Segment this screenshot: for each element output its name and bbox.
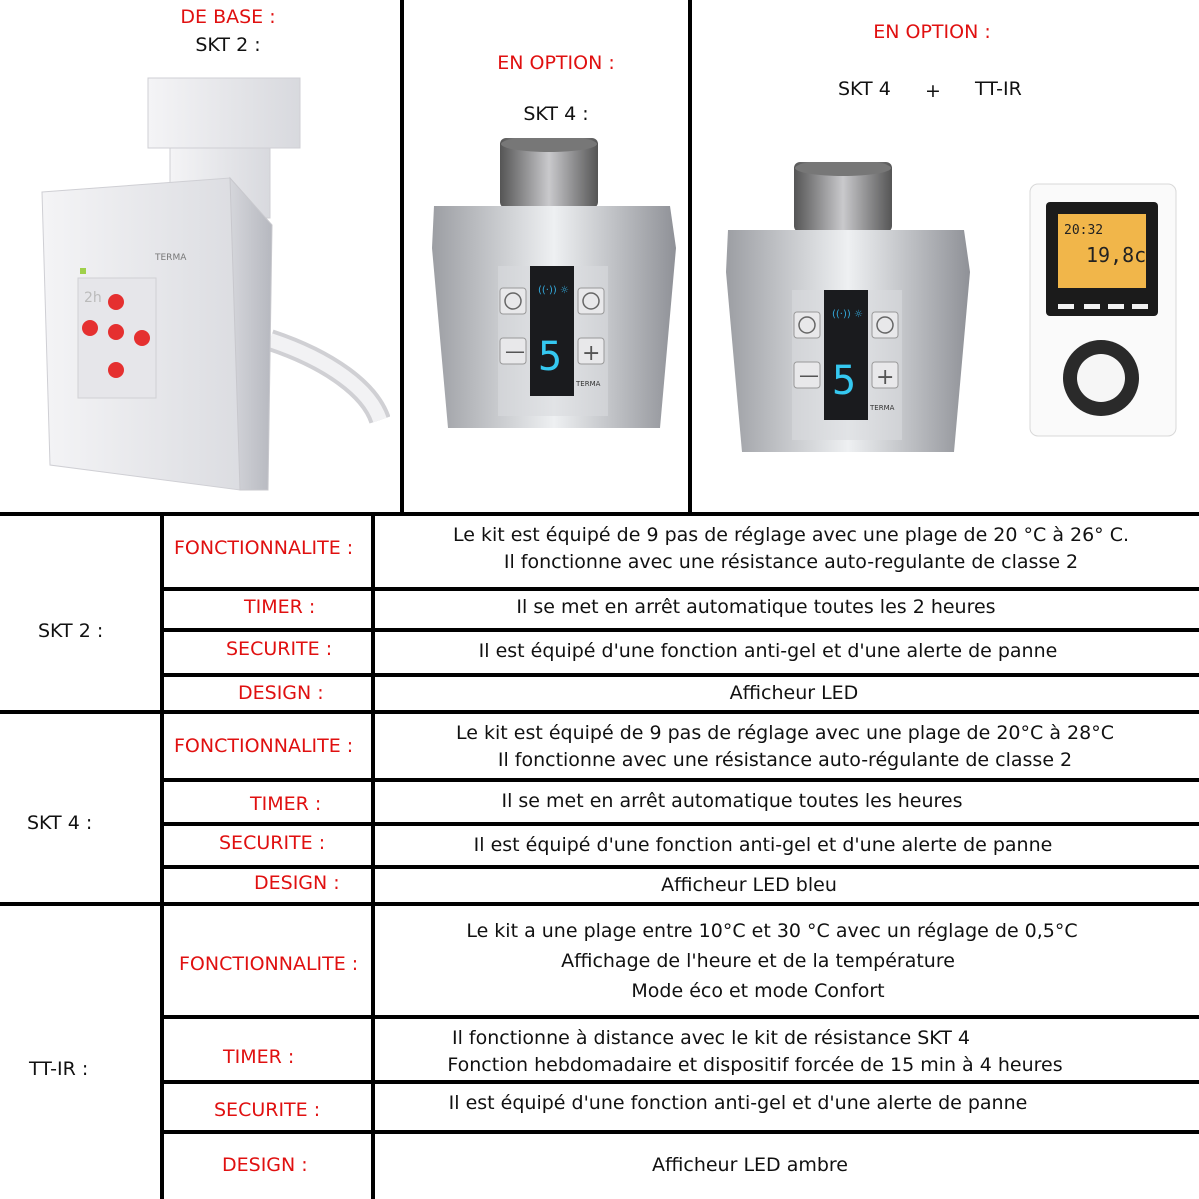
skt4-brand-2: TERMA	[870, 404, 895, 412]
row-text: Le kit est équipé de 9 pas de réglage avec une plage de 20°C à 28°C Il fonctionne avec une résistance auto-régulante de classe 2	[456, 722, 1114, 771]
row-line	[160, 822, 1199, 826]
col1-title: DE BASE :	[180, 6, 276, 28]
skt4-display: 5	[538, 334, 563, 380]
row-line	[160, 587, 1199, 591]
row-line	[160, 673, 1199, 677]
col3-plus: +	[925, 80, 941, 102]
group-divider-1	[0, 710, 1199, 714]
label-design: DESIGN :	[222, 1154, 308, 1176]
table-col-line-2	[371, 512, 375, 1199]
skt2-heater-image	[30, 70, 390, 510]
skt4-brand: TERMA	[576, 380, 601, 388]
label-securite: SECURITE :	[219, 832, 326, 854]
table-top-line	[0, 512, 1199, 516]
svg-text:((·)) ☼: ((·)) ☼	[538, 285, 569, 296]
header-divider-1	[400, 0, 404, 512]
row-line	[160, 628, 1199, 632]
label-securite: SECURITE :	[226, 638, 333, 660]
row-text: Afficheur LED ambre	[652, 1154, 848, 1176]
row-text: Il se met en arrêt automatique toutes les 2 heures	[516, 596, 996, 618]
skt4-minus-2: —	[799, 363, 819, 387]
row-line	[160, 1080, 1199, 1084]
label-design: DESIGN :	[238, 682, 324, 704]
skt2-brand: TERMA	[155, 253, 187, 263]
col2-product: SKT 4 :	[523, 103, 589, 125]
col3-product-b: TT-IR	[975, 78, 1022, 100]
row-text: Le kit a une plage entre 10°C et 30 °C avec un réglage de 0,5°C Affichage de l'heure et de la température Mode éco et mode Confort	[466, 920, 1078, 1002]
group-divider-2	[0, 902, 1199, 906]
row-line	[160, 1130, 1199, 1134]
label-timer: TIMER :	[244, 596, 316, 618]
ttir-remote-image	[1028, 182, 1180, 440]
group-name-ttir: TT-IR :	[29, 1058, 89, 1080]
label-securite: SECURITE :	[214, 1099, 321, 1121]
skt4-plus-2: +	[876, 365, 895, 390]
row-line	[160, 1015, 1199, 1019]
row-text: Afficheur LED bleu	[661, 874, 837, 896]
row-text: Il fonctionne à distance avec le kit de résistance SKT 4 Fonction hebdomadaire et dispositif forcée de 15 min à 4 heures	[447, 1027, 1063, 1076]
skt4-display-2: 5	[832, 358, 857, 404]
row-text: Il se met en arrêt automatique toutes les heures	[501, 790, 963, 812]
table-col-line-1	[160, 512, 164, 1199]
group-name-skt4: SKT 4 :	[27, 812, 93, 834]
header-divider-2	[688, 0, 692, 512]
col1-product: SKT 2 :	[195, 34, 261, 56]
label-fonctionnalite: FONCTIONNALITE :	[174, 537, 354, 559]
row-text: Il est équipé d'une fonction anti-gel et d'une alerte de panne	[473, 834, 1053, 856]
skt4-plus: +	[582, 341, 601, 366]
skt2-button-label: 2h	[84, 290, 102, 306]
skt4-minus: —	[505, 339, 525, 363]
svg-text:((·)) ☼: ((·)) ☼	[832, 309, 863, 320]
group-name-skt2: SKT 2 :	[38, 620, 104, 642]
label-fonctionnalite: FONCTIONNALITE :	[179, 953, 359, 975]
row-text: Afficheur LED	[729, 682, 859, 704]
col2-title: EN OPTION :	[497, 52, 615, 74]
ttir-temp: 19,8c	[1086, 243, 1147, 267]
row-line	[160, 865, 1199, 869]
ttir-time: 20:32	[1064, 223, 1104, 238]
row-text: Le kit est équipé de 9 pas de réglage avec une plage de 20 °C à 26° C. Il fonctionne avec une résistance auto-regulante de classe 2	[452, 524, 1130, 573]
label-fonctionnalite: FONCTIONNALITE :	[174, 735, 354, 757]
label-timer: TIMER :	[223, 1046, 295, 1068]
row-line	[160, 778, 1199, 782]
row-text: Il est équipé d'une fonction anti-gel et d'une alerte de panne	[478, 640, 1058, 662]
row-text: Il est équipé d'une fonction anti-gel et d'une alerte de panne	[448, 1092, 1028, 1114]
label-timer: TIMER :	[250, 793, 322, 815]
label-design: DESIGN :	[254, 872, 340, 894]
skt4-heater-image	[428, 138, 680, 438]
col3-title: EN OPTION :	[873, 21, 991, 43]
skt4-heater-image-2	[722, 162, 974, 462]
col3-product-a: SKT 4	[838, 78, 891, 100]
